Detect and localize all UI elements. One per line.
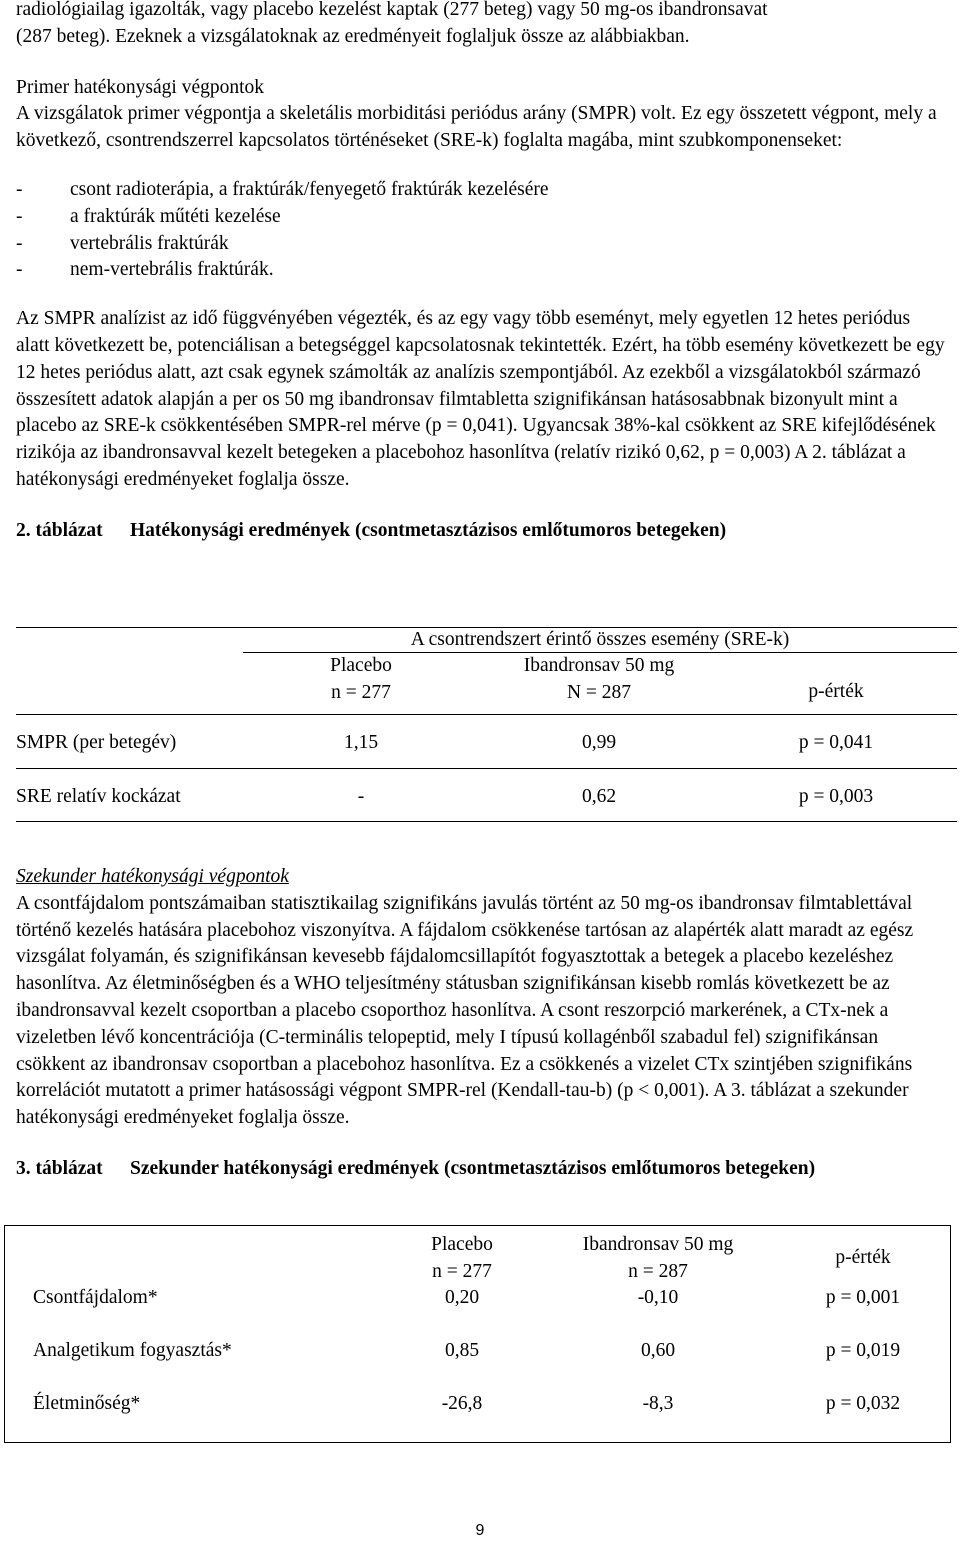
table3-cell-ibandronsav: -8,3	[642, 1393, 674, 1414]
col-header-n: n = 287	[628, 1260, 688, 1282]
list-marker: -	[16, 205, 23, 227]
col-header-n: n = 277	[331, 681, 391, 703]
table2-col-p: p-érték	[808, 681, 864, 702]
list-item	[16, 231, 946, 258]
table-rule	[16, 768, 957, 769]
table3-cell-p: p = 0,032	[825, 1393, 901, 1414]
table3-cell-ibandronsav: -0,10	[637, 1287, 679, 1308]
secondary-endpoints-heading: Szekunder hatékonysági végpontok	[16, 866, 289, 887]
table3-cell-p: p = 0,001	[825, 1287, 901, 1308]
list-item-text: a fraktúrák műtéti kezelése	[70, 205, 281, 227]
document-page	[16, 0, 946, 1414]
table-rule	[16, 714, 957, 715]
table2-cell-placebo: -	[357, 786, 365, 807]
col-header-label: Ibandronsav 50 mg	[523, 655, 675, 676]
intro-line-2: (287 beteg). Ezeknek a vizsgálatoknak az eredményeit foglaljuk össze az alábbiakban.	[16, 25, 690, 47]
table2-cell-p: p = 0,003	[798, 786, 874, 807]
list-item	[16, 177, 946, 204]
table3-col-p: p-érték	[835, 1247, 891, 1268]
table2-cell-ibandronsav: 0,62	[581, 786, 617, 807]
table3-cell-p: p = 0,019	[825, 1340, 901, 1361]
smpr-analysis-text: Az SMPR analízist az idő függvényében végezték, és az egy vagy több eseményt, mely egyetlen 12 hetes periódus alatt következett be, potenciálisan a betegséggel kapcsolatosnak tekintették. Ezért, ha több esemény következett be egy 12 hetes periódus alatt, azt csak egynek számolták az analízis szempontjából. Az ezekből a vizsgálatokból származó összesített adatok alapján a per os 50 mg ibandronsav filmtabletta szignifikánsan hatásosabbnak bizonyult mint a placebo az SRE-k csökkentésében SMPR-rel mérve (p = 0,041). Ugyancsak 38%-kal csökkent az SRE kifejlődésének rizikója az ibandronsavval kezelt betegeken a placebohoz hasonlítva (relatív rizikó 0,62, p = 0,003) A 2. táblázat a hatékonysági eredményeket foglalja össze.	[16, 308, 945, 490]
list-marker: -	[16, 232, 23, 254]
table3-cell-ibandronsav: 0,60	[640, 1340, 676, 1361]
intro-line-1: radiológiailag igazolták, vagy placebo kezelést kaptak (277 beteg) vagy 50 mg-os ibandronsavat	[16, 0, 768, 20]
primary-endpoints-text: A vizsgálatok primer végpontja a skeletális morbiditási periódus arány (SMPR) volt. Ez egy összetett végpont, mely a következő, csontrendszerrel kapcsolatos történéseket (SRE-k) foglalta magába, mint szubkomponenseket:	[16, 103, 937, 152]
table3-cell-placebo: -26,8	[441, 1393, 483, 1414]
table2-caption-title: Hatékonysági eredmények (csontmetasztázisos emlőtumoros betegeken)	[130, 519, 727, 541]
list-marker: -	[16, 178, 23, 200]
col-header-n: N = 287	[566, 681, 632, 703]
table2-caption-number: 2. táblázat	[16, 519, 103, 541]
table3-row-label: Életminőség*	[33, 1393, 141, 1414]
table2-row-label: SMPR (per betegév)	[16, 732, 177, 753]
col-header-n: n = 277	[432, 1260, 492, 1282]
list-item-text: vertebrális fraktúrák	[70, 232, 229, 254]
table3-row-label: Analgetikum fogyasztás*	[33, 1340, 232, 1361]
table2-group-header: A csontrendszert érintő összes esemény (SRE-k)	[410, 629, 790, 650]
table3-caption-title: Szekunder hatékonysági eredmények (csontmetasztázisos emlőtumoros betegeken)	[130, 1157, 816, 1179]
table2-caption	[16, 518, 946, 545]
col-header-label: Ibandronsav 50 mg	[582, 1234, 734, 1255]
table3-col-ibandronsav	[550, 1232, 766, 1286]
secondary-endpoints-text: A csontfájdalom pontszámaiban statisztikailag szignifikáns javulás történt az 50 mg-os ibandronsav filmtablettával történő kezelés hatására placebohoz viszonyítva. A fájdalom csökkenése tartósan az alapérték alatt maradt az egész vizsgálat folyamán, és szignifikánsan kevesebb fájdalomcsillapítót fogyasztottak a betegek a placebo kezeléshez hasonlítva. Az életminőségben és a WHO teljesítmény státusban szignifikánsan kisebb romlás következett be az ibandronsavval kezelt csoportban a placebo csoporthoz hasonlítva. A csont reszorpció markerének, a CTx-nek a vizeletben lévő koncentrációja (C-terminális telopeptid, mely I típusú kollagénből szabadul fel) szignifikánsan csökkent az ibandronsav csoportban a placebohoz hasonlítva. Ez a csökkenés a vizelet CTx szintjében szignifikáns korrelációt mutatott a primer hatásossági végpont SMPR-rel (Kendall-tau-b) (p < 0,001). A 3. táblázat a szekunder hatékonysági eredményeket foglalja össze.	[16, 892, 914, 1129]
table2-cell-p: p = 0,041	[798, 732, 874, 753]
col-header-label: Placebo	[431, 1234, 493, 1255]
page-number: 9	[475, 1522, 485, 1539]
sre-component-list	[16, 177, 946, 284]
table2-col-placebo	[270, 653, 452, 707]
table3-caption	[16, 1156, 946, 1183]
col-header-label: Placebo	[330, 655, 392, 676]
table3-cell-placebo: 0,85	[444, 1340, 480, 1361]
table3-caption-number: 3. táblázat	[16, 1157, 103, 1179]
primary-endpoints-heading: Primer hatékonysági végpontok	[16, 76, 265, 98]
list-item-text: csont radioterápia, a fraktúrák/fenyegető fraktúrák kezelésére	[70, 178, 549, 200]
list-item	[16, 204, 946, 231]
secondary-section	[16, 864, 946, 1183]
table3-cell-placebo: 0,20	[444, 1287, 480, 1308]
table3-col-placebo	[377, 1232, 547, 1286]
table3-row-label: Csontfájdalom*	[33, 1287, 158, 1308]
list-item	[16, 257, 946, 284]
table2-cell-placebo: 1,15	[343, 732, 379, 753]
secondary-efficacy-table	[4, 1225, 951, 1443]
table2-row-label: SRE relatív kockázat	[16, 786, 181, 807]
table2-cell-ibandronsav: 0,99	[581, 732, 617, 753]
table2-col-ibandronsav	[494, 653, 704, 707]
list-marker: -	[16, 259, 23, 281]
table-rule	[16, 821, 957, 822]
list-item-text: nem-vertebrális fraktúrák.	[70, 259, 274, 281]
